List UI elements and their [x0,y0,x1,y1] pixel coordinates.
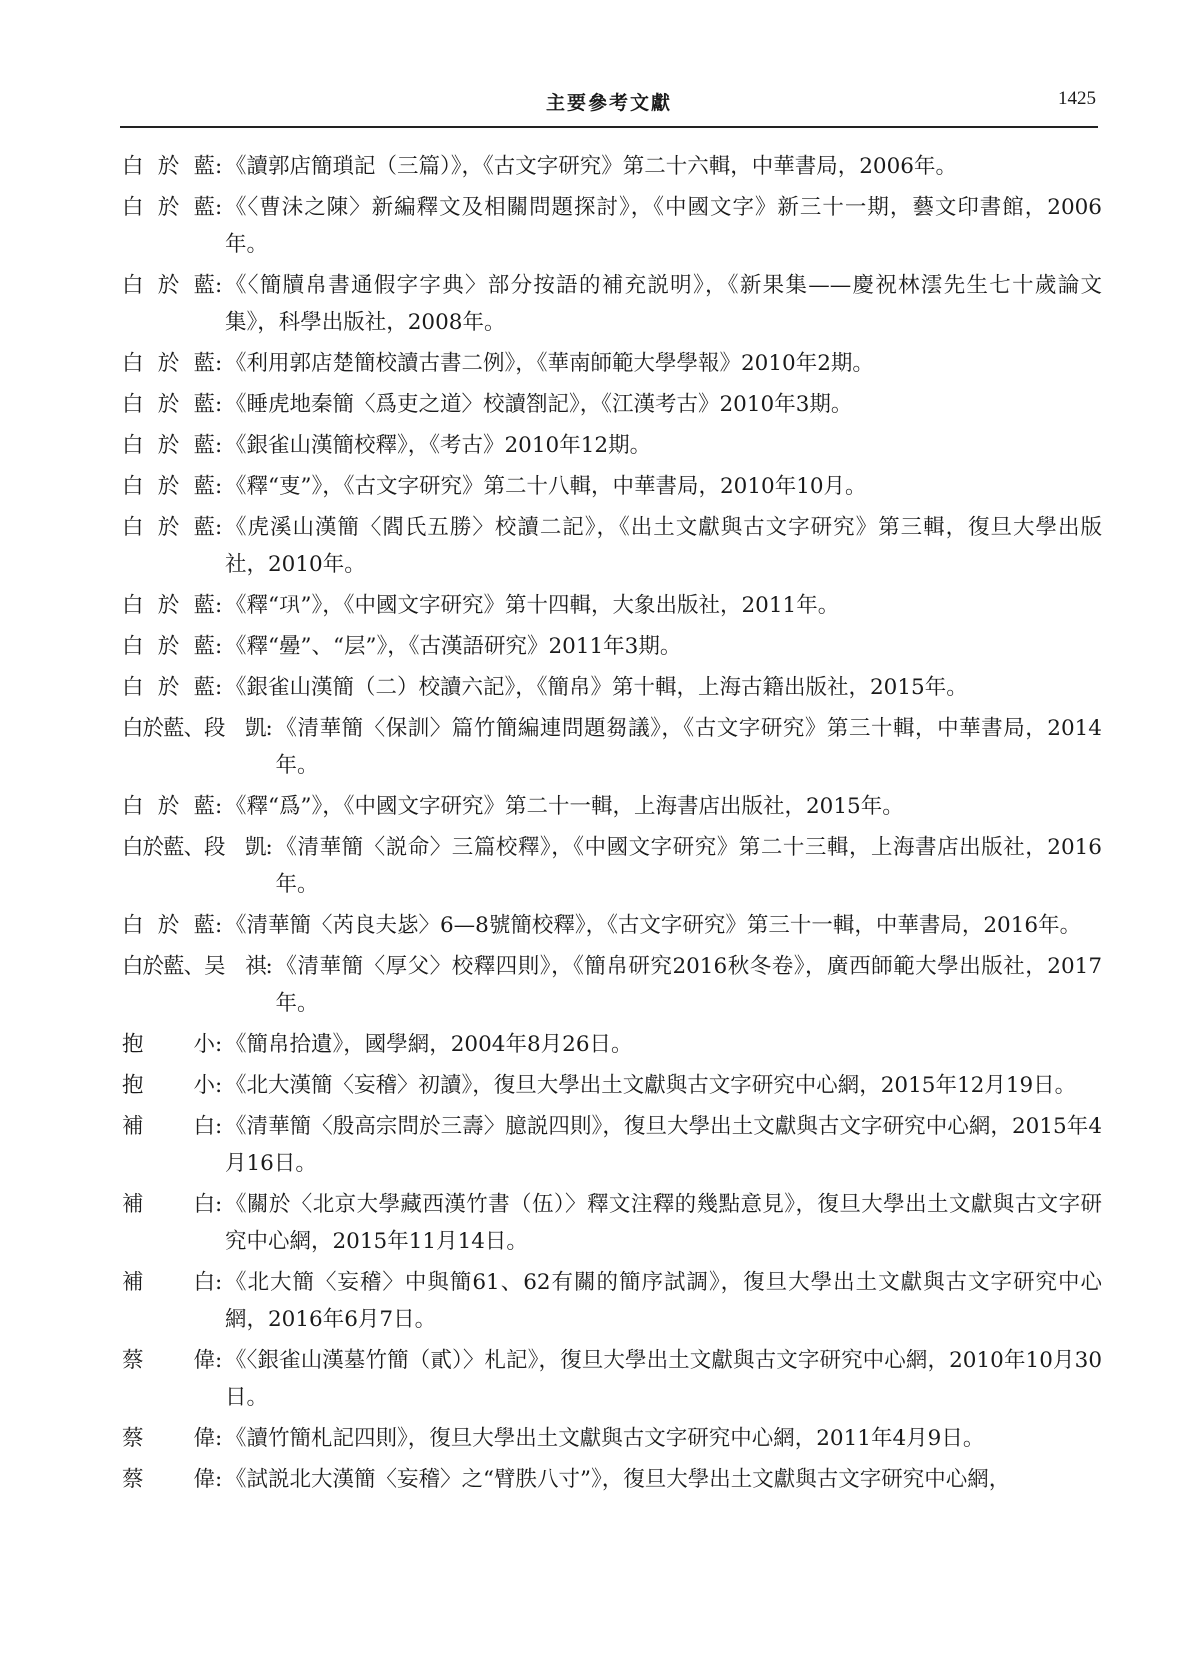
reference-entry [122,509,1102,583]
reference-text: 《釋“叓”》，《古文字研究》第二十八輯，中華書局，2010年10月。 [225,474,867,499]
reference-entry [122,907,1102,944]
reference-text: 《銀雀山漢簡校釋》，《考古》2010年12期。 [225,433,652,458]
reference-entry [122,468,1102,505]
reference-text: 《簡帛拾遺》，國學網，2004年8月26日。 [225,1032,633,1057]
reference-author: 白於藍 [122,593,215,618]
reference-author: 白於藍 [122,273,215,298]
reference-entry [122,1067,1102,1104]
reference-author: 抱 小 [122,1032,215,1057]
reference-text: 《讀郭店簡瑣記（三篇）》，《古文字研究》第二十六輯，中華書局，2006年。 [225,154,957,179]
author-separator: : [215,634,223,659]
reference-entry [122,1264,1102,1338]
reference-author: 補 白 [122,1114,215,1139]
reference-author: 白於藍 [122,351,215,376]
reference-author: 白於藍 [122,634,215,659]
author-separator: : [215,154,223,179]
author-separator: : [215,593,223,618]
reference-author: 白於藍 [122,154,215,179]
reference-author: 白於藍、吴 祺 [122,954,266,979]
reference-author: 補 白 [122,1192,215,1217]
reference-text: 《釋“㬪”、“层”》，《古漢語研究》2011年3期。 [225,634,682,659]
reference-entry [122,386,1102,423]
reference-entry [122,1108,1102,1182]
reference-text: 《北大漢簡〈妄稽〉初讀》，復旦大學出土文獻與古文字研究中心網，2015年12月19日。 [225,1073,1077,1098]
reference-text: 《北大簡〈妄稽〉中與簡61、62有關的簡序試調》，復旦大學出土文獻與古文字研究中心網，2016年6月7日。 [225,1270,1102,1332]
reference-entry [122,948,1102,1022]
author-separator: : [215,1348,223,1373]
reference-entry [122,345,1102,382]
reference-text: 《〈曹沬之陳〉新編釋文及相關問題探討》，《中國文字》新三十一期，藝文印書館，2006年。 [225,195,1102,257]
reference-entry [122,1026,1102,1063]
reference-entry [122,148,1102,185]
reference-entry [122,587,1102,624]
reference-author: 白於藍 [122,794,215,819]
reference-text: 《利用郭店楚簡校讀古書二例》，《華南師範大學學報》2010年2期。 [225,351,874,376]
reference-entry [122,267,1102,341]
reference-entry [122,1420,1102,1457]
reference-entry [122,427,1102,464]
reference-author: 白於藍 [122,392,215,417]
author-separator: : [215,273,223,298]
author-separator: : [215,1114,223,1139]
reference-text: 《釋“𢀜”》，《中國文字研究》第十四輯，大象出版社，2011年。 [225,593,840,618]
reference-author: 白於藍、段 凱 [122,716,266,741]
author-separator: : [215,675,223,700]
reference-text: 《銀雀山漢簡（二）校讀六記》，《簡帛》第十輯，上海古籍出版社，2015年。 [225,675,968,700]
reference-entry [122,1342,1102,1416]
running-title: 主要參考文獻 [545,92,672,114]
author-separator: : [215,474,223,499]
author-separator: : [215,1192,223,1217]
author-separator: : [215,1073,223,1098]
reference-text: 《清華簡〈説命〉三篇校釋》，《中國文字研究》第二十三輯，上海書店出版社，2016年。 [275,835,1102,897]
reference-author: 白於藍 [122,195,215,220]
reference-entry [122,1186,1102,1260]
reference-text: 《試説北大漢簡〈妄稽〉之“臂胅八寸”》，復旦大學出土文獻與古文字研究中心網， [225,1467,1011,1492]
reference-text: 《讀竹簡札記四則》，復旦大學出土文獻與古文字研究中心網，2011年4月9日。 [225,1426,985,1451]
reference-author: 抱 小 [122,1073,215,1098]
author-separator: : [215,433,223,458]
reference-text: 《釋“爲”》，《中國文字研究》第二十一輯，上海書店出版社，2015年。 [225,794,904,819]
page-number: 1425 [1058,88,1096,109]
reference-author: 蔡 偉 [122,1467,215,1492]
reference-entry [122,829,1102,903]
reference-author: 白於藍 [122,675,215,700]
reference-author: 蔡 偉 [122,1348,215,1373]
reference-author: 白於藍、段 凱 [122,835,266,860]
author-separator: : [215,1426,223,1451]
reference-text: 《清華簡〈厚父〉校釋四則》，《簡帛研究2016秋冬卷》，廣西師範大學出版社，2017年。 [275,954,1102,1016]
reference-text: 《〈銀雀山漢墓竹簡（貳）〉札記》，復旦大學出土文獻與古文字研究中心網，2010年10月30日。 [225,1348,1102,1410]
reference-entry [122,189,1102,263]
reference-author: 白於藍 [122,433,215,458]
reference-author: 白於藍 [122,474,215,499]
author-separator: : [215,515,223,540]
author-separator: : [215,195,223,220]
reference-text: 《關於〈北京大學藏西漢竹書（伍）〉釋文注釋的幾點意見》，復旦大學出土文獻與古文字研究中心網，2015年11月14日。 [225,1192,1102,1254]
reference-author: 白於藍 [122,913,215,938]
reference-author: 蔡 偉 [122,1426,215,1451]
reference-text: 《清華簡〈殷高宗問於三壽〉臆説四則》，復旦大學出土文獻與古文字研究中心網，2015年4月16日。 [225,1114,1102,1176]
page-header [120,82,1098,128]
author-separator: : [265,835,273,860]
author-separator: : [215,1032,223,1057]
author-separator: : [215,794,223,819]
reference-author: 補 白 [122,1270,215,1295]
reference-entry [122,710,1102,784]
reference-entry [122,628,1102,665]
reference-author: 白於藍 [122,515,215,540]
author-separator: : [215,351,223,376]
reference-text: 《睡虎地秦簡〈爲吏之道〉校讀劄記》，《江漢考古》2010年3期。 [225,392,853,417]
author-separator: : [265,954,273,979]
author-separator: : [215,1270,223,1295]
reference-entry [122,669,1102,706]
author-separator: : [215,392,223,417]
reference-entry [122,1461,1102,1498]
author-separator: : [265,716,273,741]
reference-text: 《清華簡〈保訓〉篇竹簡編連問題芻議》，《古文字研究》第三十輯，中華書局，2014年。 [275,716,1102,778]
author-separator: : [215,913,223,938]
reference-text: 《虎溪山漢簡〈閻氏五勝〉校讀二記》，《出土文獻與古文字研究》第三輯，復旦大學出版社，2010年。 [225,515,1102,577]
author-separator: : [215,1467,223,1492]
reference-text: 《〈簡牘帛書通假字字典〉部分按語的補充説明》，《新果集——慶祝林澐先生七十歲論文集》，科學出版社，2008年。 [225,273,1102,335]
reference-list [122,148,1102,1502]
reference-entry [122,788,1102,825]
reference-text: 《清華簡〈芮良夫毖〉6—8號簡校釋》，《古文字研究》第三十一輯，中華書局，2016年。 [225,913,1082,938]
